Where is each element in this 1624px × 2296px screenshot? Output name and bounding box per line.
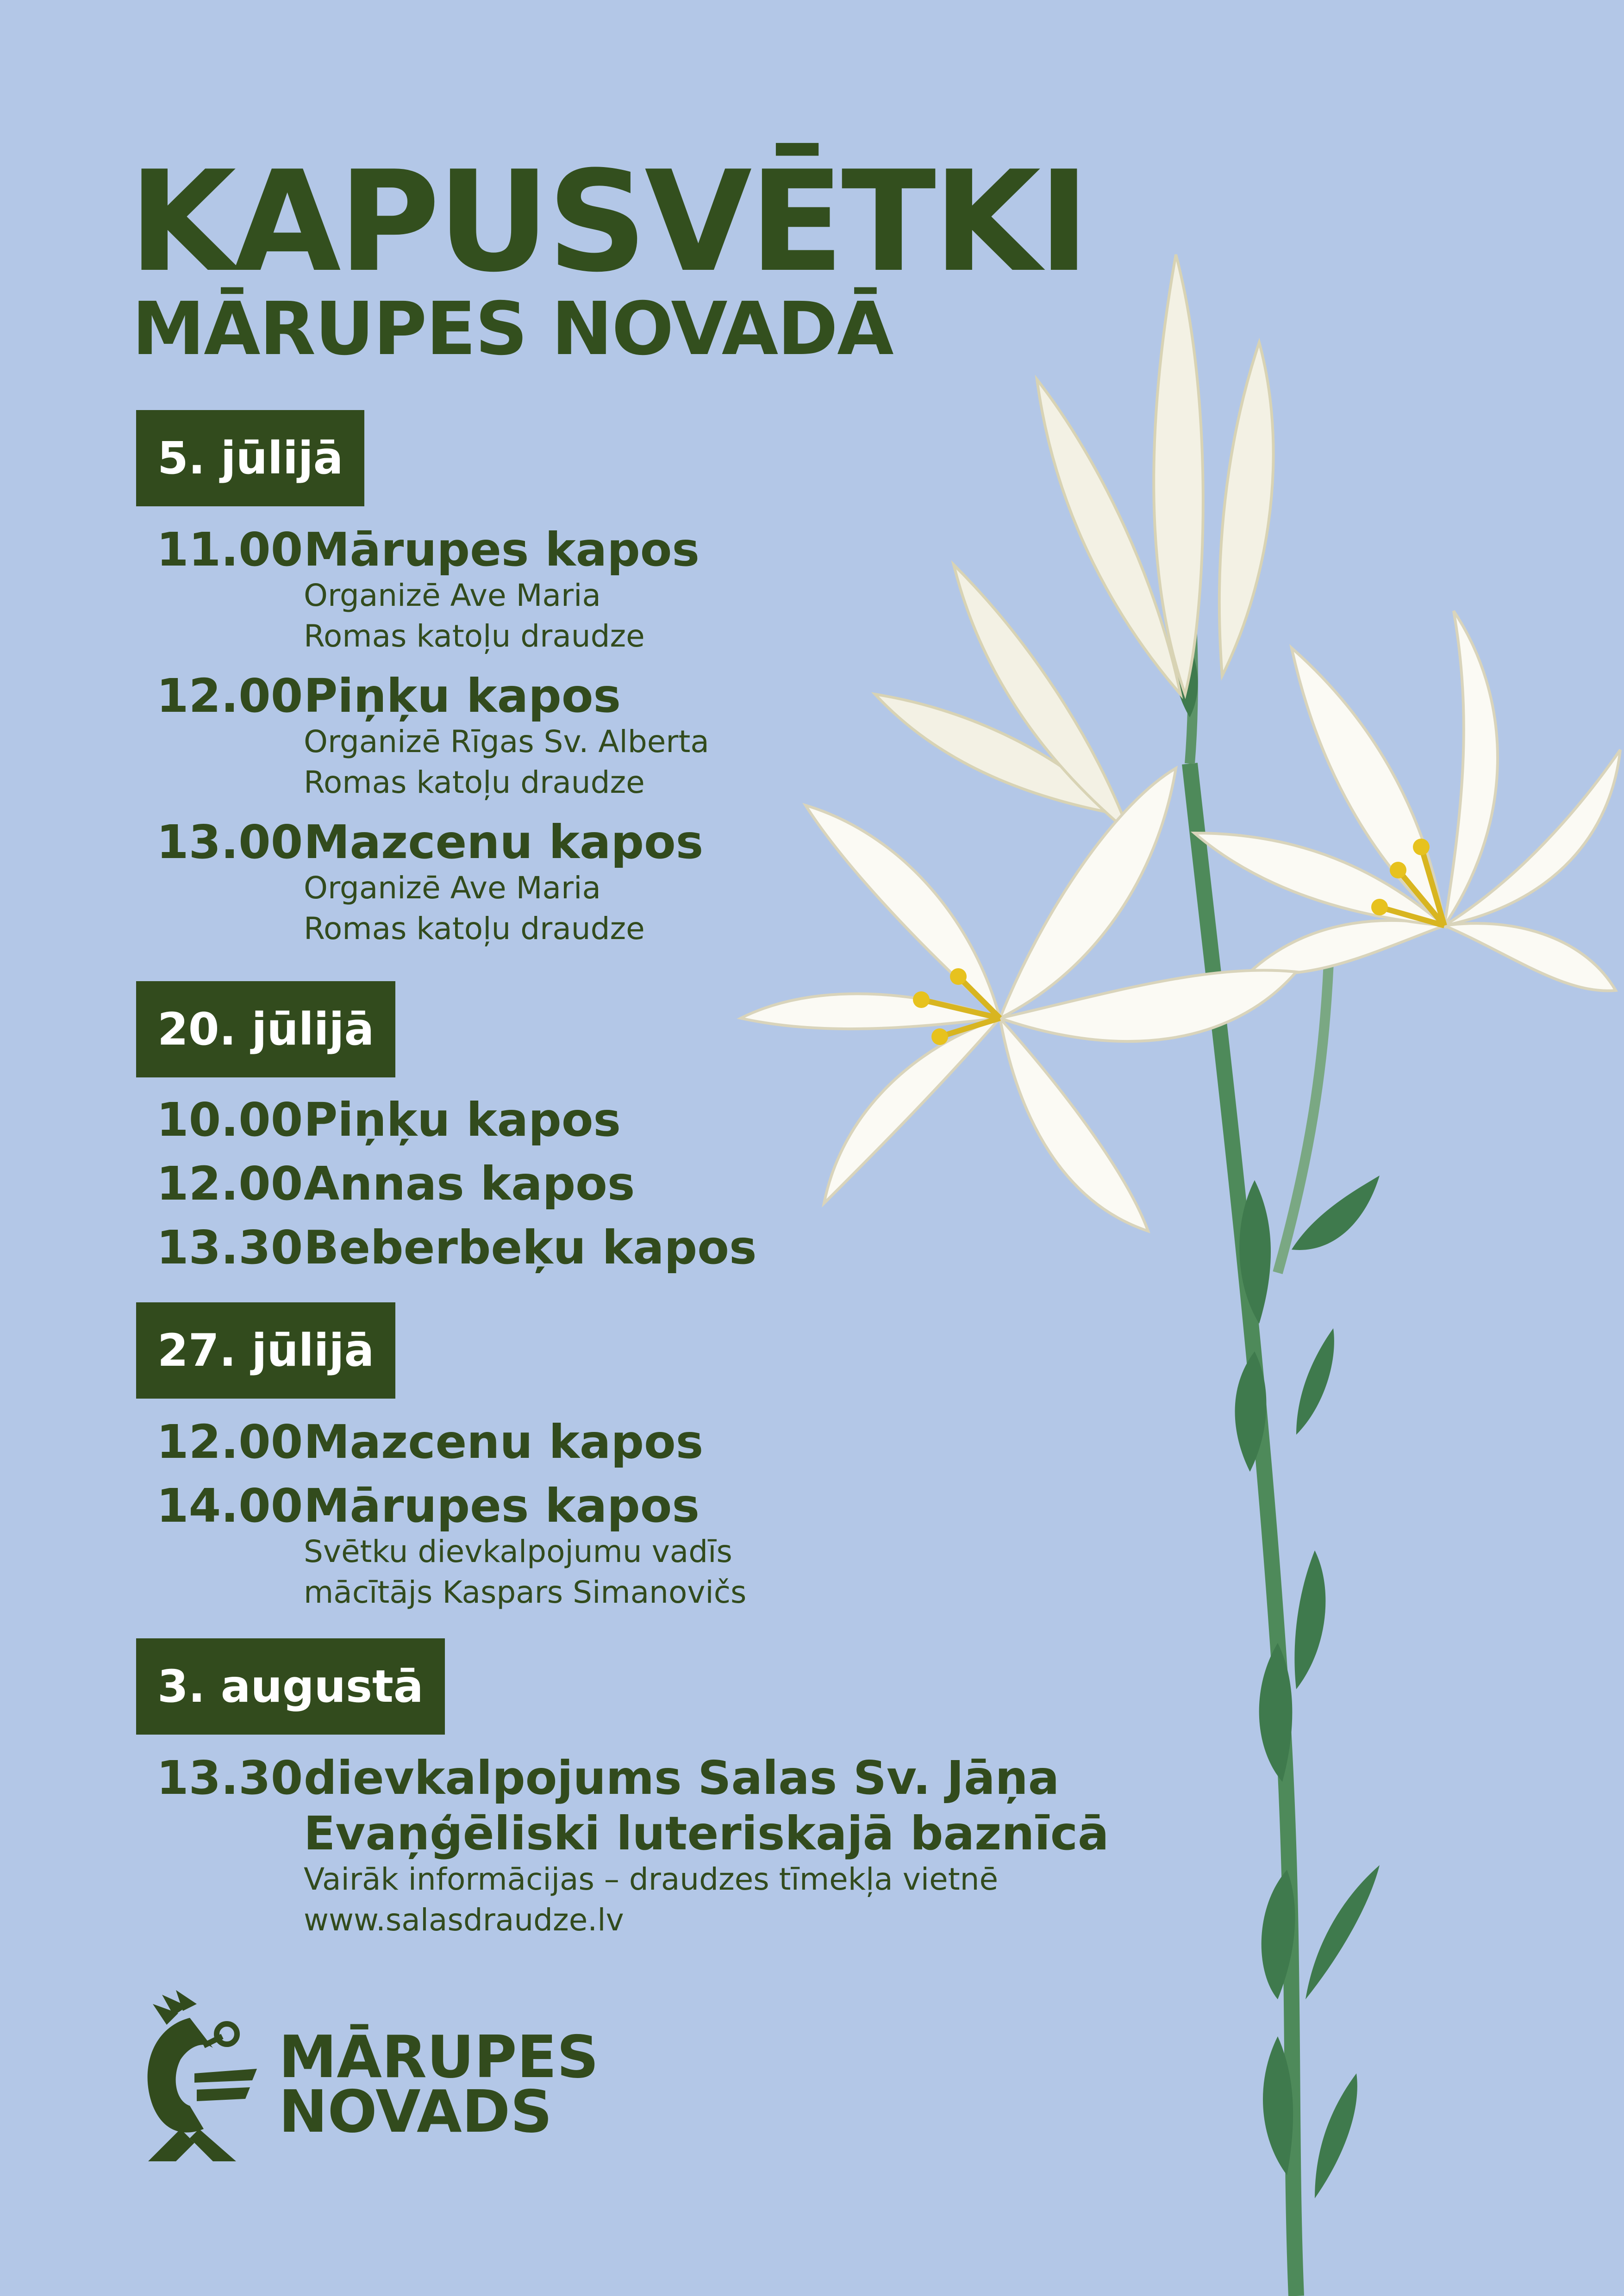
date-badge: 3. augustā xyxy=(136,1638,445,1735)
event-line xyxy=(156,815,704,869)
event-time: 13.30 xyxy=(156,1751,303,1805)
event-place: Annas kapos xyxy=(304,1157,635,1211)
event-time: 10.00 xyxy=(156,1093,303,1147)
event-time: 11.00 xyxy=(156,523,303,577)
page-title: KAPUSVĒTKI xyxy=(129,141,1087,303)
white-lily-icon xyxy=(722,231,1624,2296)
marupes-novads-emblem-icon xyxy=(134,1990,264,2161)
event-note: Romas katoļu draudze xyxy=(304,618,645,654)
event-place-continued: Evaņģēliski luteriskajā baznīcā xyxy=(304,1806,1109,1860)
event-place: Mazcenu kapos xyxy=(304,815,704,869)
event-place: Beberbeķu kapos xyxy=(304,1220,757,1275)
event-line xyxy=(156,1415,704,1469)
event-place: Mārupes kapos xyxy=(304,1479,700,1533)
event-note: mācītājs Kaspars Simanovičs xyxy=(304,1574,747,1610)
page-subtitle: MĀRUPES NOVADĀ xyxy=(132,286,893,372)
logo-line-2: NOVADS xyxy=(279,2078,552,2146)
event-time: 14.00 xyxy=(156,1479,303,1533)
event-time: 12.00 xyxy=(156,1415,303,1469)
date-badge: 27. jūlijā xyxy=(136,1302,395,1399)
event-place: Mazcenu kapos xyxy=(304,1415,704,1469)
event-note: Organizē Rīgas Sv. Alberta xyxy=(304,724,709,759)
event-line xyxy=(156,669,621,723)
event-time: 13.30 xyxy=(156,1220,303,1275)
event-note: Organizē Ave Maria xyxy=(304,870,601,906)
event-time: 12.00 xyxy=(156,669,303,723)
event-place: Piņķu kapos xyxy=(304,1093,621,1147)
event-note: Romas katoļu draudze xyxy=(304,911,645,946)
event-website-link[interactable]: www.salasdraudze.lv xyxy=(304,1902,624,1938)
event-time: 12.00 xyxy=(156,1157,303,1211)
event-line xyxy=(156,1751,1060,1805)
logo-line-1: MĀRUPES xyxy=(279,2023,599,2091)
event-place: Mārupes kapos xyxy=(304,523,700,577)
event-note: Romas katoļu draudze xyxy=(304,765,645,800)
logo-wordmark xyxy=(279,2023,599,2146)
event-note: Organizē Ave Maria xyxy=(304,578,601,613)
event-line xyxy=(156,1093,621,1147)
event-place: Piņķu kapos xyxy=(304,669,621,723)
event-line xyxy=(156,1220,757,1275)
event-note: Svētku dievkalpojumu vadīs xyxy=(304,1534,732,1569)
event-line xyxy=(156,523,700,577)
date-badge: 5. jūlijā xyxy=(136,410,364,506)
event-time: 13.00 xyxy=(156,815,303,869)
event-place: dievkalpojums Salas Sv. Jāņa xyxy=(304,1751,1060,1805)
event-note: Vairāk informācijas – draudzes tīmekļa vietnē xyxy=(304,1861,999,1897)
event-line xyxy=(156,1479,700,1533)
event-line xyxy=(156,1157,635,1211)
date-badge: 20. jūlijā xyxy=(136,981,395,1077)
